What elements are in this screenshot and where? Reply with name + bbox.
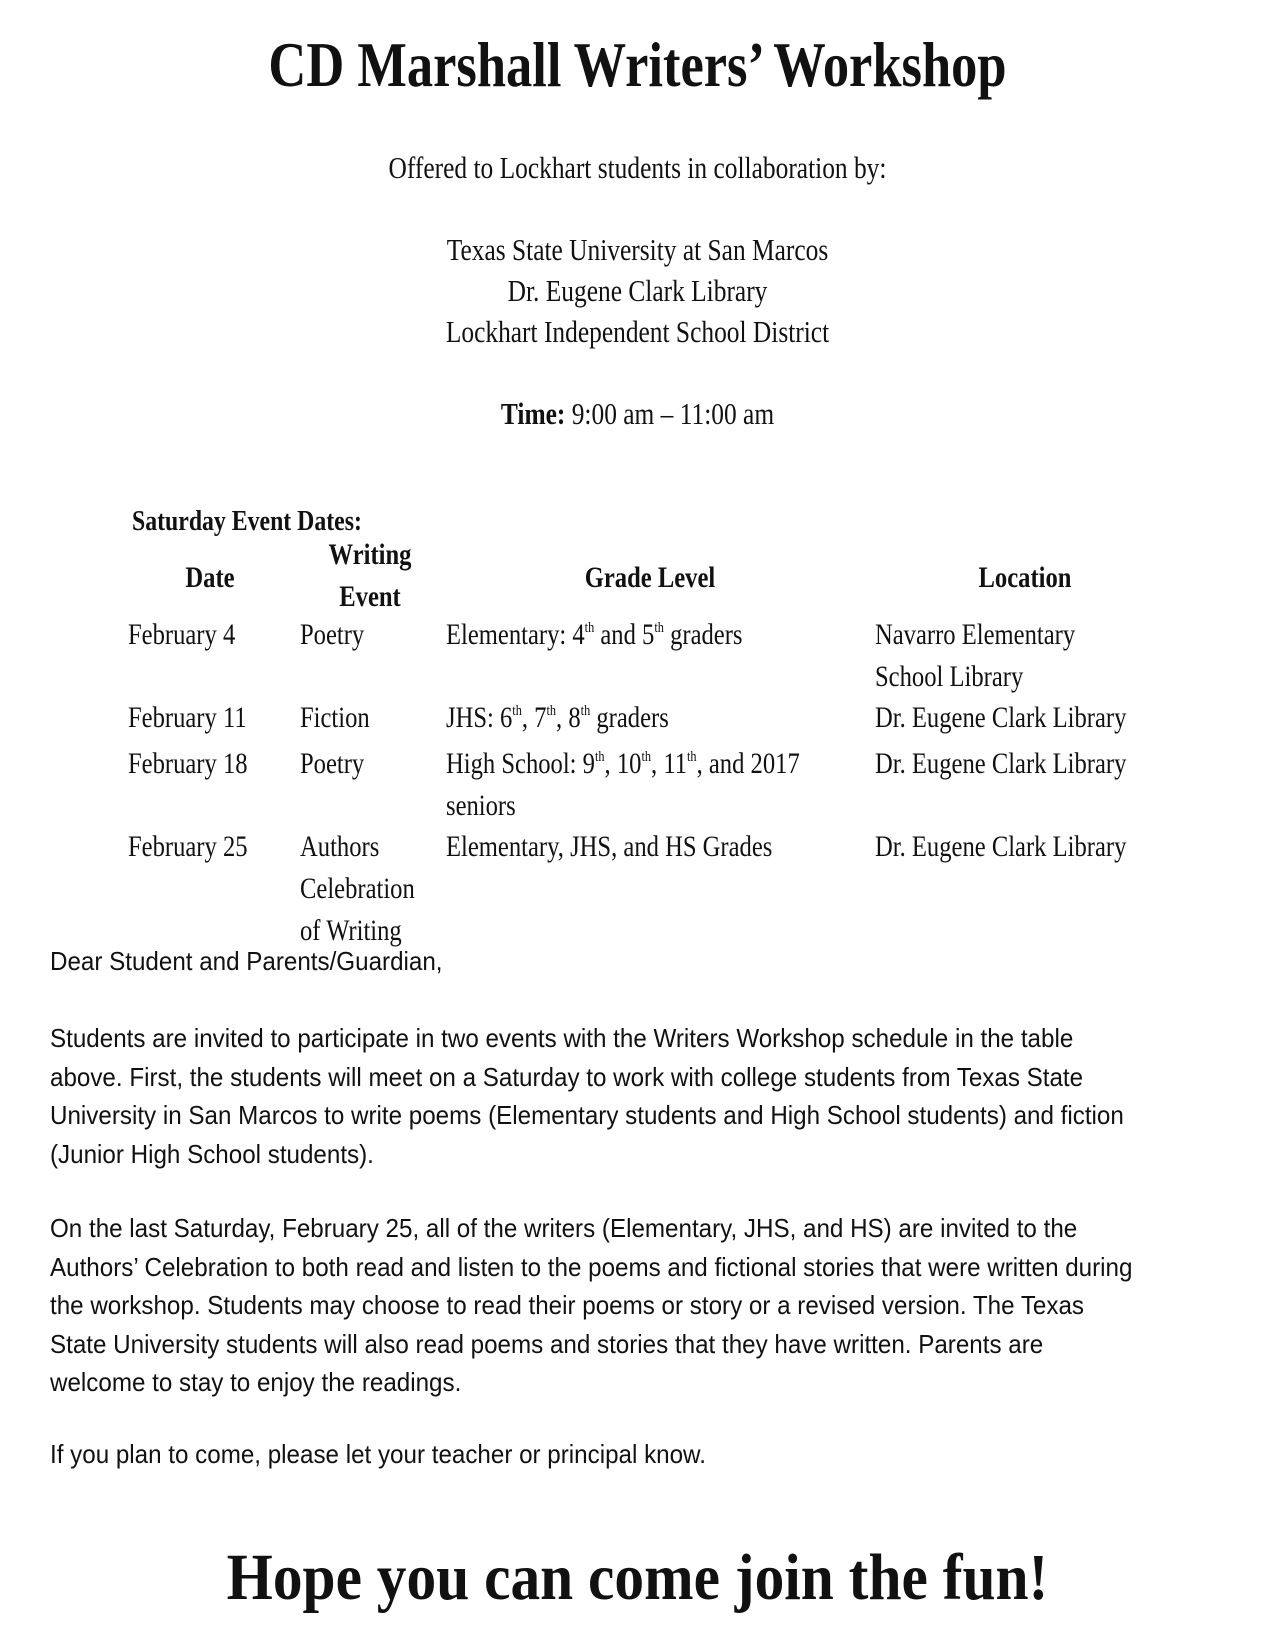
letter-paragraph-2: On the last Saturday, February 25, all of the writers (Elementary, JHS, and HS) are invited to the Authors’ Celebration to both read and listen to the poems and fictional stories that were written during the workshop. Students may choose to read their poems or story or a revised version. The Texas State University students will also read poems and stories that they have written. Parents are welcome to stay to enjoy the readings. xyxy=(50,1213,1133,1397)
row-event: Fiction xyxy=(300,701,370,734)
row-event: Authors Celebration of Writing xyxy=(300,830,415,947)
partner-library: Dr. Eugene Clark Library xyxy=(507,273,768,308)
row-location: Navarro Elementary School Library xyxy=(875,618,1076,693)
row-grade: JHS: 6th, 7th, 8th graders xyxy=(446,701,669,734)
col-header-event xyxy=(313,534,428,618)
row-grade: Elementary: 4th and 5th graders xyxy=(446,618,743,651)
col-header-event-line2: Event xyxy=(339,580,401,613)
col-header-date: Date xyxy=(185,561,235,594)
row-date: February 25 xyxy=(128,830,248,863)
time-value: 9:00 am – 11:00 am xyxy=(571,396,775,431)
page-title: CD Marshall Writers’ Workshop xyxy=(268,29,1007,100)
partner-district: Lockhart Independent School District xyxy=(445,314,830,349)
letter-salutation: Dear Student and Parents/Guardian, xyxy=(50,946,443,976)
row-grade: Elementary, JHS, and HS Grades xyxy=(446,830,773,863)
row-date: February 18 xyxy=(128,747,248,780)
row-location: Dr. Eugene Clark Library xyxy=(875,701,1127,734)
row-date: February 4 xyxy=(128,618,236,651)
letter-paragraph-3: If you plan to come, please let your teacher or principal know. xyxy=(50,1439,706,1469)
col-header-grade: Grade Level xyxy=(584,561,716,594)
time-line xyxy=(115,396,1161,432)
row-location: Dr. Eugene Clark Library xyxy=(875,830,1127,863)
closing-banner: Hope you can come join the fun! xyxy=(226,1541,1049,1614)
partner-university: Texas State University at San Marcos xyxy=(446,232,829,267)
row-location: Dr. Eugene Clark Library xyxy=(875,747,1127,780)
row-grade: High School: 9th, 10th, 11th, and 2017 seniors xyxy=(446,747,800,822)
schedule-heading: Saturday Event Dates: xyxy=(132,505,362,537)
offered-line: Offered to Lockhart students in collaboration by: xyxy=(388,150,887,185)
col-header-location: Location xyxy=(978,561,1072,594)
letter-paragraph-1: Students are invited to participate in two events with the Writers Workshop schedule in the table above. First, the students will meet on a Saturday to work with college students from Texas State University in San Marcos to write poems (Elementary students and High School students) and fiction (Junior High School students). xyxy=(50,1023,1124,1169)
row-event: Poetry xyxy=(300,618,365,651)
row-event: Poetry xyxy=(300,747,365,780)
time-label: Time: xyxy=(500,396,566,431)
row-date: February 11 xyxy=(128,701,247,734)
col-header-event-line1: Writing xyxy=(328,538,412,571)
